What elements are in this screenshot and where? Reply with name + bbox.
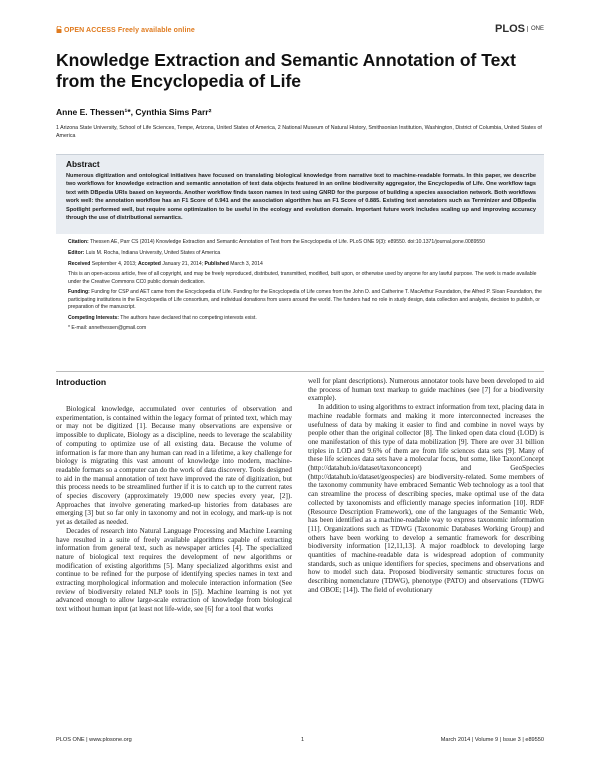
- intro-paragraph: In addition to using algorithms to extract information from text, placing data in machine readable formats and making it more interconnected increases the usefulness of data by making it easier to find and combine in novel ways by people other than the original collector [8]. The linked open data cloud (LOD) is one manifestation of this type of data mobilization [9]. There are over 31 billion triples in LOD and 9.6% of them are from life sciences data sets [9]. Many of these life sciences data sets have a molecular focus, but some, like TaxonConcept (http://datahub.io/dataset/taxonconcept) and GeoSpecies (http://datahub.io/dataset/geospecies) are biodiversity-related. Some members of the taxonomy community have embraced Semantic Web technology as a tool that can streamline the process of describing species, make optimal use of the data collected by taxonomists and efficiently manage species information [10]. RDF (Resource Description Framework), one of the languages of the Semantic Web, has been identified as a machine-readable way to express taxonomic information [11]. Organizations such as TDWG (Taxonomic Databases Working Group) and others have been working to develop a semantic framework for describing biodiversity information [12,11,13]. A major roadblock to developing large quantities of machine-readable data is widespread adoption of community standards, such as unique identifiers for species, specimens and observations and how to model such data. Proposed biodiversity semantic structures focus on describing nomenclature (TDWG), phenotype (PATO) and observations (TDWG and OBOE; [14]). The field of evolutionary: [308, 403, 544, 594]
- abstract-heading: Abstract: [66, 159, 100, 169]
- abstract-text: Numerous digitization and ontological initiatives have focused on translating biological knowledge from narrative text to machine-readable formats. In this paper, we describe two workflows for knowledge extraction and semantic annotation of text data objects featured in an online biodiversity aggregator, the Encyclopedia of Life. One workflow tags text with DBpedia URIs based on keywords. Another workflow finds taxon names in text using GNRD for the purpose of building a species association network. Both workflows work well: the annotation workflow has an F1 Score of 0.941 and the association algorithm has an F1 Score of 0.885. Existing text annotators such as Terminizer and DBpedia Spotlight performed well, but require some optimization to be useful in the ecology and evolution domain. Important future work includes scaling up and improving accuracy through the use of distributional semantics.: [66, 173, 536, 222]
- article-metadata: [68, 239, 544, 336]
- open-access-word: OPEN: [64, 27, 85, 34]
- accepted-date: January 21, 2014;: [162, 260, 204, 267]
- logo-text: PLOS: [495, 23, 525, 35]
- intro-paragraph: Biological knowledge, accumulated over centuries of observation and experimentation, is contained within the legacy format of printed text, which may or may not be digitized [1]. Because many observations are expensive or impossible to duplicate, Biology as a discipline, needs to leverage the scalability of computing to optimize use of all existing data. Because the volume of information is far more than any human can read in a lifetime, a key challenge for biology is migrating this vast amount of knowledge into modern, machine-readable formats so a computer can do the work of data discovery. Tools designed to aid in the manual annotation of text have improved the rate of digitization, but this process needs to be streamlined further if it is to catch up to the current rates of species discovery (approximately 19,000 new species every year, [2]). Approaches that involve generating marked-up histories from databases are emerging [3] but so far only in taxonomy and not in ecology, and mark-up is not yet as detailed as needed.: [56, 405, 292, 527]
- funding-label: Funding:: [68, 289, 90, 296]
- open-access-label[interactable]: [56, 26, 195, 34]
- funding: [68, 289, 544, 311]
- open-access-tail: ACCESS Freely available online: [86, 27, 195, 34]
- section-divider: [56, 371, 544, 372]
- journal-logo[interactable]: [495, 23, 544, 35]
- citation-text: Thessen AE, Parr CS (2014) Knowledge Extraction and Semantic Annotation of Text from the Encyclopedia of Life. PLoS ONE 9(3): e89550. doi:10.1371/journal.pone.0089550: [89, 239, 485, 245]
- footer-journal[interactable]: PLOS ONE | www.plosone.org: [56, 737, 132, 743]
- citation: [68, 239, 544, 246]
- citation-label: Citation:: [68, 239, 89, 245]
- logo-suffix: ONE: [527, 26, 544, 32]
- accepted-label: Accepted: [137, 260, 161, 267]
- published-date: March 3, 2014: [230, 260, 263, 267]
- dates: [68, 261, 544, 268]
- body-column-left: [56, 405, 292, 614]
- license-text: This is an open-access article, free of all copyright, and may be freely reproduced, distributed, transmitted, modified, built upon, or otherwise used by anyone for any lawful purpose. The work is made available under the Creative Commons CC0 public domain dedication.: [68, 271, 537, 285]
- competing-text: The authors have declared that no competing interests exist.: [120, 314, 257, 321]
- editor-text: Luis M. Rocha, Indiana University, United States of America: [85, 249, 221, 256]
- funding-text: Funding for CSP and AET came from the Encyclopedia of Life. Funding for the Encyclopedia of Life comes from the John D. and Catherine T. MacArthur Foundation, the Alfred P. Sloan Foundation, the participating institutions in the Encyclopedia of Life consortium, and individual donations from users around the world. The funders had no role in study design, data collection and analysis, decision to publish, or preparation of the manuscript.: [68, 289, 542, 310]
- open-lock-icon: [56, 26, 62, 33]
- intro-paragraph: well for plant descriptions). Numerous annotator tools have been developed to aid the process of human text markup to guide machines (see [7] for a biodiversity example).: [308, 377, 544, 403]
- abstract-box: [56, 154, 544, 234]
- body-column-right: [308, 377, 544, 595]
- competing-interests: [68, 315, 544, 322]
- page-number: 1: [301, 737, 305, 743]
- footer-issue: March 2014 | Volume 9 | Issue 3 | e89550: [440, 737, 544, 743]
- contact-email[interactable]: * E-mail: annethessen@gmail.com: [68, 325, 147, 332]
- page-header: [56, 23, 544, 40]
- received-date: September 4, 2013;: [91, 260, 137, 267]
- paper-title: Knowledge Extraction and Semantic Annotation of Text from the Encyclopedia of Life: [56, 50, 516, 91]
- editor-label: Editor:: [68, 249, 85, 256]
- editor: [68, 250, 544, 257]
- author-list: Anne E. Thessen¹*, Cynthia Sims Parr²: [56, 107, 212, 117]
- affiliations: 1 Arizona State University, School of Life Sciences, Tempe, Arizona, United States of America, 2 National Museum of Natural History, Smithsonian Institution, Washington, District of Columbia, United States of America: [56, 125, 542, 139]
- received-label: Received: [68, 260, 91, 267]
- introduction-heading: Introduction: [56, 377, 107, 387]
- intro-paragraph: Decades of research into Natural Language Processing and Machine Learning have resulted in a suite of freely available algorithms capable of extracting information from general text, such as newspaper articles [4]. The specialized nature of biological text requires the development of new algorithms or modification of existing algorithms [5]. Many specialized algorithms exist and continue to be refined for the purpose of identifying species names in text and extracting morphological information and molecule interaction information (See review of biodiversity related NLP tools in [5]). Machine learning is not yet advanced enough to allow large-scale extraction of knowledge from biological text without human input (at least not life-wide, see [6] for a tool that works: [56, 526, 292, 614]
- competing-label: Competing Interests:: [68, 314, 119, 321]
- published-label: Published: [204, 260, 229, 267]
